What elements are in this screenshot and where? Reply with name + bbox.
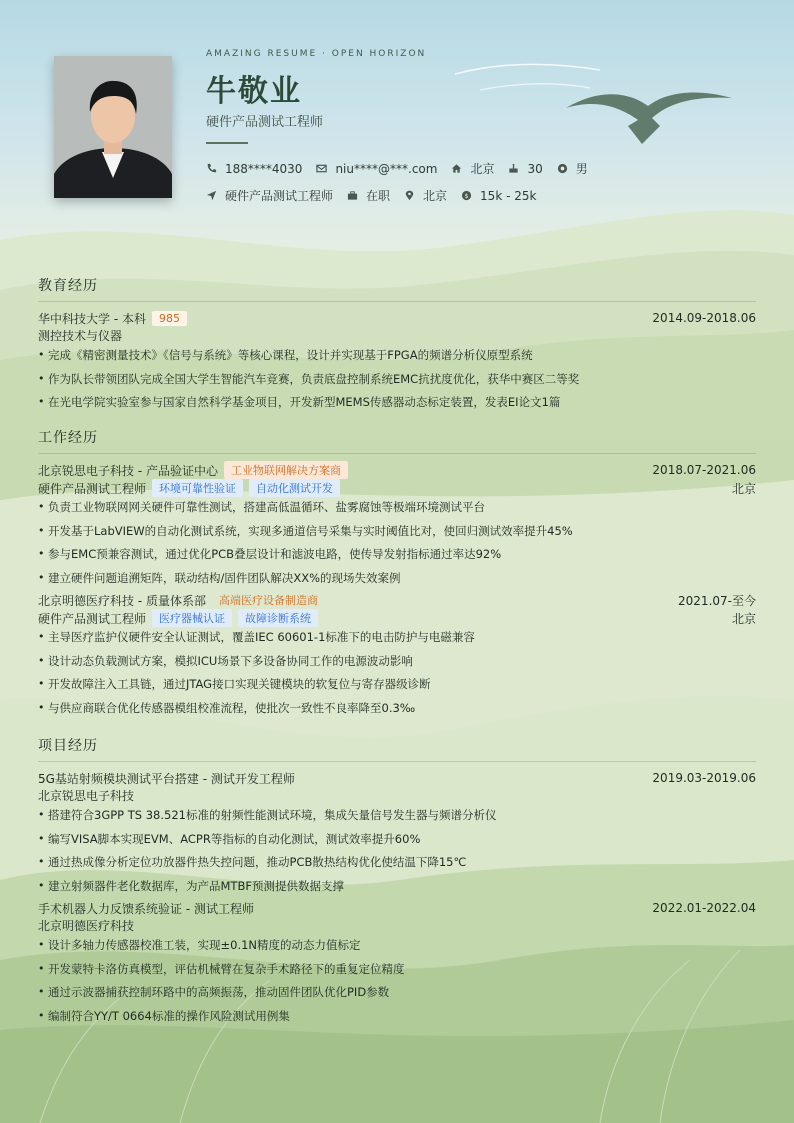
residence-text: 北京 [470, 162, 495, 176]
contact-row [206, 160, 602, 177]
list-item: • 建立硬件问题追溯矩阵，联动结构/固件团队解决XX%的现场失效案例 [38, 568, 756, 592]
industry-tag: 高端医疗设备制造商 [218, 594, 318, 607]
projects-heading: 项目经历 [38, 735, 756, 762]
list-item: • 搭建符合3GPP TS 38.521标准的射频性能测试环境，集成矢量信号发生器与频谱分析仪 [38, 805, 756, 829]
list-item: • 主导医疗监护仪硬件安全认证测试，覆盖IEC 60601-1标准下的电击防护与电磁兼容 [38, 627, 756, 651]
project-company: 北京锐思电子科技 [38, 789, 135, 803]
project-bullets [38, 935, 756, 1029]
project-header [38, 899, 756, 917]
gender-icon [557, 163, 568, 174]
phone-icon [206, 163, 217, 174]
salary-icon [461, 190, 472, 201]
list-item: • 与供应商联合优化传感器模组校准流程，使批次一致性不良率降至0.3‰ [38, 698, 756, 722]
svg-text:$: $ [464, 191, 469, 200]
title-divider [206, 142, 248, 144]
salary-info [461, 189, 536, 203]
project-entry [38, 899, 756, 1029]
job-role-row [38, 609, 756, 627]
list-item: • 完成《精密测量技术》《信号与系统》等核心课程，设计并实现基于FPGA的频谱分析仪原型系统 [38, 345, 756, 369]
project-entry [38, 769, 756, 899]
company-name: 北京锐思电子科技 - 产品验证中心 [38, 463, 218, 478]
industry-tag: 工业物联网解决方案商 [224, 461, 348, 479]
project-bullets [38, 805, 756, 899]
email-info [316, 162, 437, 176]
list-item: • 建立射频器件老化数据库，为产品MTBF预测提供数据支撑 [38, 876, 756, 900]
project-company: 北京明德医疗科技 [38, 919, 135, 933]
job-date: 2018.07-2021.06 [652, 463, 756, 477]
list-item: • 负责工业物联网网关硬件可靠性测试，搭建高低温循环、盐雾腐蚀等极端环境测试平台 [38, 497, 756, 521]
job-bullets [38, 627, 756, 721]
bird-icon [566, 86, 732, 146]
skill-tag: 医疗器械认证 [152, 609, 232, 627]
job-role: 硬件产品测试工程师 [38, 611, 147, 626]
job-date: 2021.07-至今 [678, 593, 756, 608]
job-title: 硬件产品测试工程师 [206, 115, 324, 130]
work-heading: 工作经历 [38, 427, 756, 454]
briefcase-icon [347, 190, 358, 201]
phone-info [206, 162, 302, 176]
list-item: • 通过热成像分析定位功放器件热失控问题，推动PCB散热结构优化使结温下降15℃ [38, 852, 756, 876]
education-date: 2014.09-2018.06 [652, 311, 756, 325]
send-icon [206, 190, 217, 201]
skill-tag: 环境可靠性验证 [152, 479, 243, 497]
job-header [38, 461, 756, 479]
list-item: • 通过示波器捕获控制环路中的高频振荡，推动固件团队优化PID参数 [38, 982, 756, 1006]
major: 测控技术与仪器 [38, 329, 123, 343]
education-bullets [38, 345, 756, 416]
skill-tag: 故障诊断系统 [238, 609, 318, 627]
job-header [38, 591, 756, 609]
list-item: • 参与EMC预兼容测试，通过优化PCB叠层设计和滤波电路，使传导发射指标通过率达92% [38, 544, 756, 568]
target-city-info [404, 187, 447, 204]
email-text: niu****@***.com [335, 161, 438, 176]
salary-text: 15k - 25k [480, 188, 537, 203]
list-item: • 设计多轴力传感器校准工装，实现±0.1N精度的动态力值标定 [38, 935, 756, 959]
residence-info [451, 160, 494, 177]
job-role: 硬件产品测试工程师 [38, 481, 147, 496]
age-info [508, 162, 542, 176]
job-intent-row [206, 187, 550, 204]
status-info [347, 187, 390, 204]
skill-tag: 自动化测试开发 [249, 479, 340, 497]
location-pin-icon [404, 190, 415, 201]
phone-text: 188****4030 [225, 161, 303, 176]
profile-photo [54, 56, 172, 198]
mail-icon [316, 163, 327, 174]
job-role-row [38, 479, 756, 497]
education-heading: 教育经历 [38, 275, 756, 302]
education-section [38, 275, 756, 416]
list-item: • 作为队长带领团队完成全国大学生智能汽车竞赛，负责底盘控制系统EMC抗扰度优化，获华中赛区二等奖 [38, 369, 756, 393]
status-text: 在职 [366, 189, 391, 203]
job-entry [38, 591, 756, 721]
education-header [38, 309, 756, 327]
job-bullets [38, 497, 756, 591]
list-item: • 开发基于LabVIEW的自动化测试系统，实现多通道信号采集与实时阈值比对，使回归测试效率提升45% [38, 521, 756, 545]
job-city: 北京 [731, 611, 756, 626]
tagline: AMAZING RESUME · OPEN HORIZON [206, 49, 427, 59]
gender-text: 男 [575, 162, 588, 176]
target-city-text: 北京 [423, 189, 448, 203]
list-item: • 在光电学院实验室参与国家自然科学基金项目，开发新型MEMS传感器动态标定装置，发表EI论文1篇 [38, 392, 756, 416]
job-entry [38, 461, 756, 591]
school-badge: 985 [152, 311, 187, 326]
cake-icon [508, 163, 519, 174]
projects-section [38, 735, 756, 1029]
list-item: • 开发蒙特卡洛仿真模型，评估机械臂在复杂手术路径下的重复定位精度 [38, 959, 756, 983]
work-section [38, 427, 756, 721]
home-icon [451, 163, 462, 174]
project-name: 手术机器人力反馈系统验证 - 测试工程师 [38, 901, 254, 916]
list-item: • 开发故障注入工具链，通过JTAG接口实现关键模块的软复位与寄存器级诊断 [38, 674, 756, 698]
project-date: 2019.03-2019.06 [652, 771, 756, 785]
list-item: • 编写VISA脚本实现EVM、ACPR等指标的自动化测试，测试效率提升60% [38, 829, 756, 853]
project-header [38, 769, 756, 787]
target-position-text: 硬件产品测试工程师 [225, 189, 334, 203]
age-text: 30 [527, 161, 543, 176]
candidate-name: 牛敬业 [206, 74, 302, 109]
project-date: 2022.01-2022.04 [652, 901, 756, 915]
project-name: 5G基站射频模块测试平台搭建 - 测试开发工程师 [38, 771, 295, 786]
company-name: 北京明德医疗科技 - 质量体系部 [38, 593, 206, 608]
school-name: 华中科技大学 - 本科 [38, 311, 146, 326]
job-city: 北京 [731, 481, 756, 496]
list-item: • 编制符合YY/T 0664标准的操作风险测试用例集 [38, 1006, 756, 1030]
target-position-info [206, 187, 333, 204]
gender-info [557, 160, 588, 177]
list-item: • 设计动态负载测试方案，模拟ICU场景下多设备协同工作的电源波动影响 [38, 651, 756, 675]
